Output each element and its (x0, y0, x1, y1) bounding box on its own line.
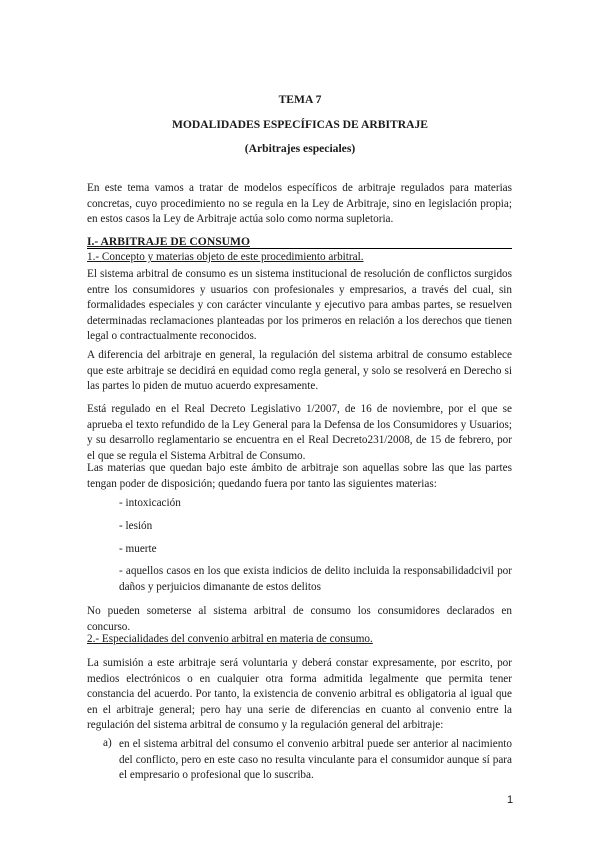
intro-paragraph: En este tema vamos a tratar de modelos específicos de arbitraje regulados para materias concretas, cuyo procedimiento no se regula en la Ley de Arbitraje, sino en legislación propia; en estos casos la Ley de Arbitraje actúa solo como norma supletoria. (87, 182, 512, 226)
document-title: MODALIDADES ESPECÍFICAS DE ARBITRAJE (171, 118, 429, 131)
paragraph-sumision: La sumisión a este arbitraje será voluntaria y deberá constar expresamente, por escrito, por medios electrónicos o en cualquier otra forma admitida legalmente que permita tener constancia del acuerdo. Por tanto, la existencia de convenio arbitral es obligatoria al igual que en el arbitraje general; pero hay una serie de diferencias en cuanto al convenio entre la regulación del sistema arbitral de consumo y la regulación general del arbitraje: (87, 657, 512, 732)
paragraph-materias: Las materias que quedan bajo este ámbito de arbitraje son aquellas sobre las que las partes tengan poder de disposición; quedando fuera por tanto las siguientes materias: (87, 462, 512, 490)
exclusion-item: - intoxicación (119, 497, 181, 509)
paragraph-regulation: Está regulado en el Real Decreto Legislativo 1/2007, de 16 de noviembre, por el que se aprueba el texto refundido de la Ley General para la Defensa de los Consumidores y Usuarios; y su desarrollo reglamentario se encuentra en el Real Decreto231/2008, de 15 de febrero, por el que se regula el Sistema Arbitral de Consumo. (87, 403, 512, 462)
paragraph-definition: El sistema arbitral de consumo es un sistema institucional de resolución de conflictos surgidos entre los consumidores y usuarios con profesionales y empresarios, a través del cual, sin formalidades especiales y con carácter vinculante y ejecutivo para ambas partes, se resuelven determinadas reclamaciones planteadas por los primeros en relación a los derechos que tienen legal o contractualmente reconocidos. (87, 268, 512, 343)
paragraph-concurso: No pueden someterse al sistema arbitral de consumo los consumidores declarados en concurso. (87, 605, 512, 633)
document-subtitle: (Arbitrajes especiales) (244, 142, 356, 155)
exclusion-item: - aquellos casos en los que exista indicios de delito incluida la responsabilidadcivil por daños y perjuicios dimanante de estos delitos (119, 565, 512, 593)
list-item-a: en el sistema arbitral del consumo el convenio arbitral puede ser anterior al nacimiento del conflicto, pero en este caso no resulta vinculante para el consumidor aunque sí para el empresario o profesional que lo suscriba. (119, 738, 512, 782)
section-heading-consumo: I.- ARBITRAJE DE CONSUMO (87, 235, 250, 248)
subsection-heading-concepto: 1.- Concepto y materias objeto de este procedimiento arbitral. (87, 251, 364, 263)
exclusion-item: - muerte (119, 543, 157, 555)
subsection-heading-convenio: 2.- Especialidades del convenio arbitral en materia de consumo. (87, 633, 373, 645)
section-divider (87, 248, 512, 249)
page-number: 1 (507, 794, 514, 806)
list-marker-a: a) (103, 737, 112, 749)
exclusion-item: - lesión (119, 520, 153, 532)
topic-number: TEMA 7 (278, 93, 322, 106)
paragraph-equidad: A diferencia del arbitraje en general, la regulación del sistema arbitral de consumo establece que este arbitraje se decidirá en equidad como regla general, y solo se resolverá en Derecho si las partes lo piden de mutuo acuerdo expresamente. (87, 349, 512, 393)
